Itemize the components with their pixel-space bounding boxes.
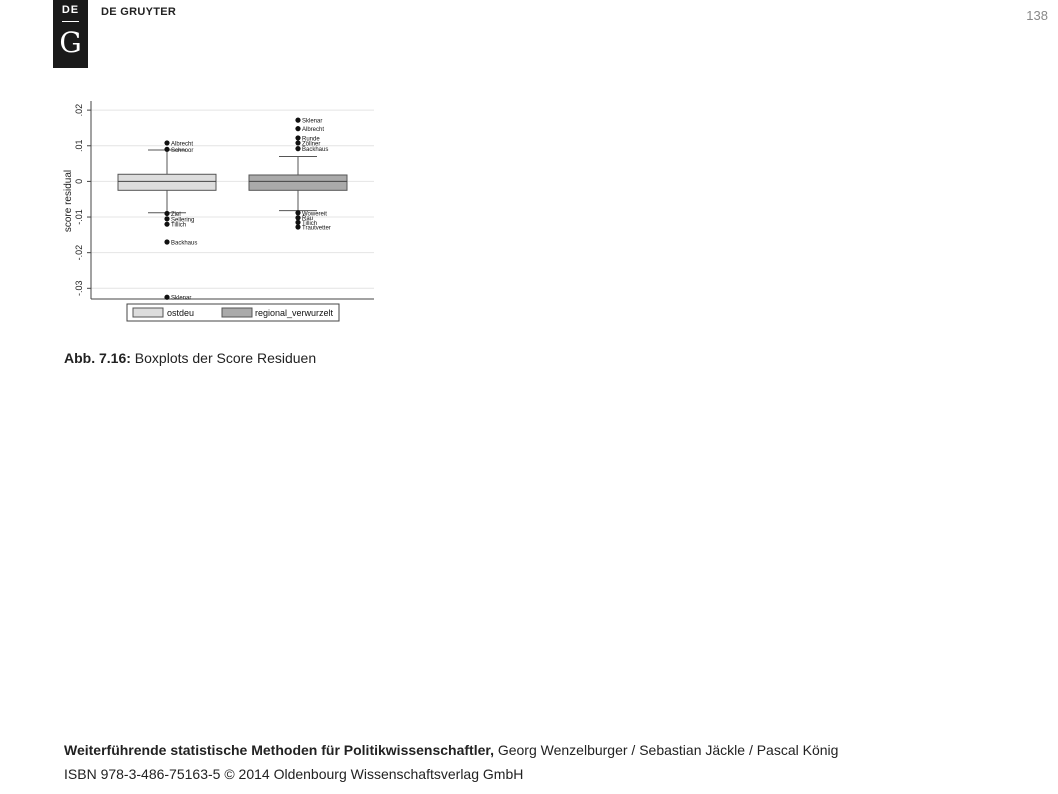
outlier-point xyxy=(164,147,169,152)
outlier-point xyxy=(295,224,300,229)
outlier-label: Tillich xyxy=(171,222,187,229)
boxplot-chart xyxy=(55,95,385,330)
outlier-label: Rau xyxy=(302,216,314,223)
book-title: Weiterführende statistische Methoden für Politikwissenschaftler, xyxy=(64,742,494,758)
caption-label: Abb. 7.16: xyxy=(64,350,131,366)
outlier-label: Sklenar xyxy=(302,118,323,125)
publisher-logo xyxy=(53,0,88,68)
legend-swatch xyxy=(133,308,163,317)
outlier-point xyxy=(164,216,169,221)
y-tick-label: -.01 xyxy=(74,209,84,225)
outlier-label: Schnoor xyxy=(171,147,194,154)
outlier-label: Backhaus xyxy=(171,240,198,247)
outlier-label: Trautvetter xyxy=(302,225,331,232)
logo-divider xyxy=(62,21,79,22)
page-number: 138 xyxy=(1026,8,1048,23)
outlier-point xyxy=(164,239,169,244)
y-tick-label: .02 xyxy=(74,103,84,117)
publisher-name: DE GRUYTER xyxy=(101,6,177,18)
outlier-label: Ziel xyxy=(171,211,181,218)
outlier-point xyxy=(295,140,300,145)
footer-isbn: ISBN 978-3-486-75163-5 © 2014 Oldenbourg Wissenschaftsverlag GmbH xyxy=(64,766,524,782)
y-tick-label: -.02 xyxy=(74,244,84,261)
outlier-point xyxy=(295,215,300,220)
logo-de-text: DE xyxy=(61,4,80,16)
legend-label: regional_verwurzelt xyxy=(255,308,334,318)
footer-citation xyxy=(64,742,838,758)
y-tick-label: .01 xyxy=(74,139,84,153)
outlier-point xyxy=(164,140,169,145)
outlier-label: Sellering xyxy=(171,217,195,224)
legend-swatch xyxy=(222,308,252,317)
box-ostdeu xyxy=(118,174,216,190)
outlier-point xyxy=(164,222,169,227)
outlier-label: Backhaus xyxy=(302,147,329,154)
outlier-point xyxy=(295,146,300,151)
y-tick-label: -.03 xyxy=(74,280,84,297)
outlier-label: Zöllner xyxy=(302,141,321,148)
outlier-label: Albrecht xyxy=(302,127,325,134)
outlier-point xyxy=(295,135,300,140)
book-authors: Georg Wenzelburger / Sebastian Jäckle / Pascal König xyxy=(493,742,839,758)
outlier-point xyxy=(295,210,300,215)
boxplot-figure xyxy=(55,95,385,330)
outlier-label: Runde xyxy=(302,136,320,143)
outlier-point xyxy=(295,118,300,123)
outlier-label: Tillich xyxy=(302,220,318,227)
outlier-label: Sklenar xyxy=(171,295,192,302)
legend-label: ostdeu xyxy=(167,308,195,318)
outlier-point xyxy=(295,126,300,131)
outlier-point xyxy=(164,295,169,300)
y-tick-label: 0 xyxy=(74,178,84,184)
outlier-point xyxy=(164,211,169,216)
box-regional_verwurzelt xyxy=(249,175,347,190)
caption-text: Boxplots der Score Residuen xyxy=(130,350,317,366)
figure-caption xyxy=(64,350,316,366)
outlier-label: Albrecht xyxy=(171,141,194,148)
outlier-label: Wowereit xyxy=(302,211,327,218)
logo-g-text: G xyxy=(59,26,82,59)
outlier-point xyxy=(295,220,300,225)
y-axis-label: score residual xyxy=(63,169,74,233)
